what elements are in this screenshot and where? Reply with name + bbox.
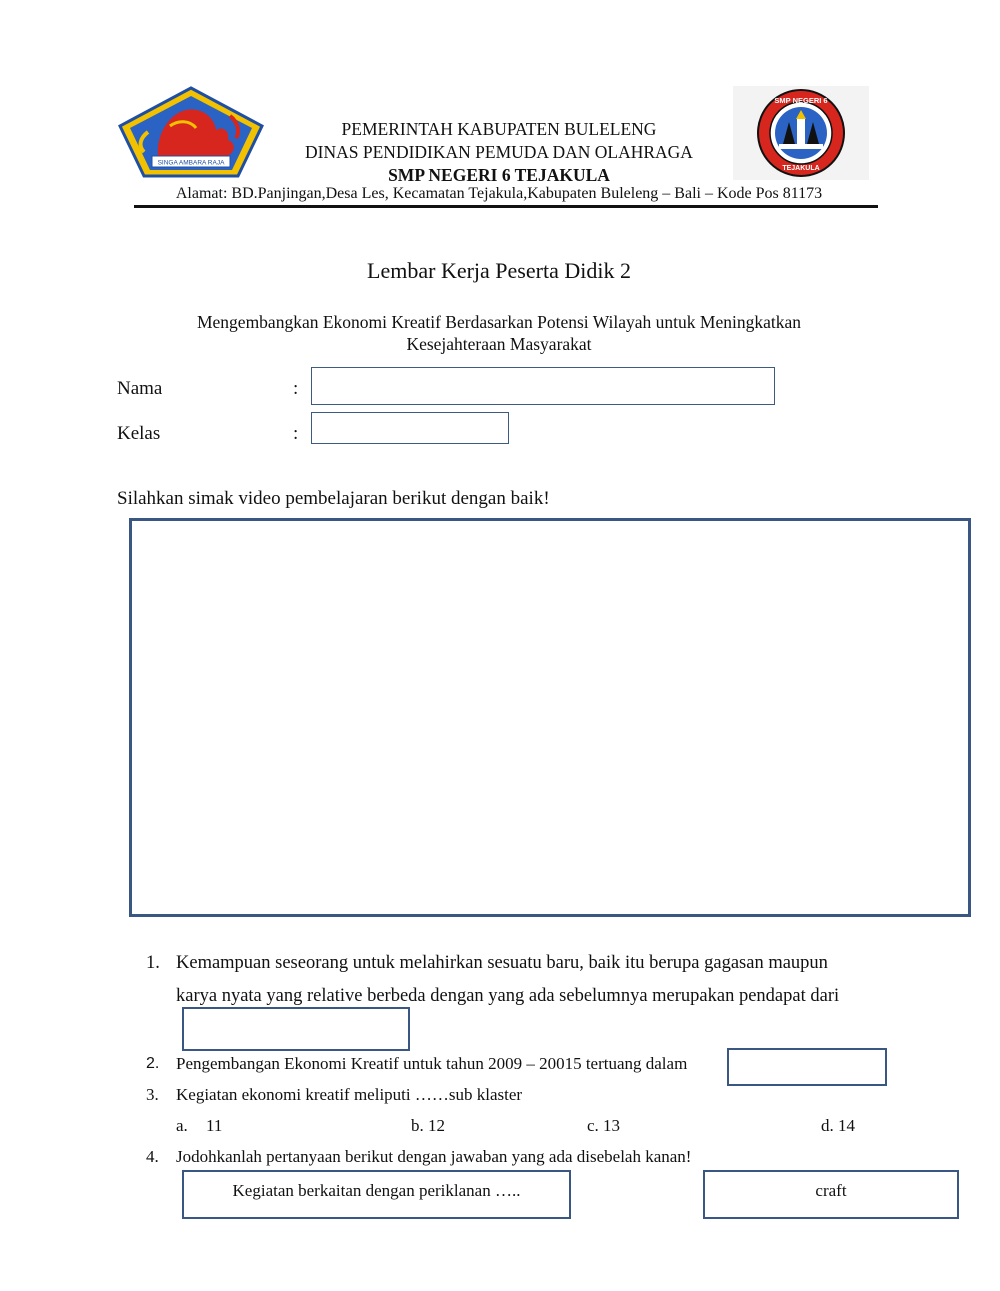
video-frame[interactable]: [129, 518, 971, 917]
q3-option-b[interactable]: b. 12: [411, 1116, 445, 1135]
kelas-label: Kelas: [117, 423, 161, 444]
q3-number: 3.: [146, 1085, 159, 1104]
q4-number: 4.: [146, 1147, 159, 1166]
q3-option-a-label: a.: [176, 1116, 188, 1135]
nama-label: Nama: [117, 378, 163, 399]
kelas-input[interactable]: [311, 412, 509, 444]
subtitle-line-1: Mengembangkan Ekonomi Kreatif Berdasarkan Potensi Wilayah untuk Meningkatkan: [196, 312, 802, 332]
header-school-name: SMP NEGERI 6 TEJAKULA: [388, 165, 610, 185]
q4-right-item[interactable]: [703, 1170, 959, 1219]
q4-right-item-text: craft: [815, 1181, 847, 1200]
nama-input[interactable]: [311, 367, 775, 405]
q1-answer-box[interactable]: [182, 1007, 410, 1051]
q1-number: 1.: [146, 953, 160, 973]
svg-text:SINGA AMBARA RAJA: SINGA AMBARA RAJA: [157, 159, 225, 167]
q3-option-c[interactable]: c. 13: [587, 1116, 621, 1135]
instruction-text: Silahkan simak video pembelajaran berikut dengan baik!: [117, 488, 550, 509]
q2-number: 2.: [146, 1055, 160, 1072]
page-title: Lembar Kerja Peserta Didik 2: [367, 258, 631, 283]
q2-answer-box[interactable]: [727, 1048, 887, 1086]
q1-text-line-1: Kemampuan seseorang untuk melahirkan sesuatu baru, baik itu berupa gagasan maupun: [176, 953, 828, 973]
header-line-1: PEMERINTAH KABUPATEN BULELENG: [341, 119, 657, 139]
q3-text: Kegiatan ekonomi kreatif meliputi ……sub klaster: [176, 1085, 523, 1104]
subtitle-line-2: Kesejahteraan Masyarakat: [406, 334, 592, 354]
kelas-colon: :: [293, 423, 299, 444]
header-line-2: DINAS PENDIDIKAN PEMUDA DAN OLAHRAGA: [305, 142, 693, 162]
nama-colon: :: [293, 378, 299, 399]
header-divider: [134, 205, 878, 208]
q3-option-d[interactable]: d. 14: [821, 1116, 855, 1135]
q4-left-item-text: Kegiatan berkaitan dengan periklanan …..: [232, 1181, 521, 1200]
q4-left-item[interactable]: [182, 1170, 571, 1219]
q1-text-line-2: karya nyata yang relative berbeda dengan yang ada sebelumnya merupakan pendapat dari: [176, 986, 840, 1006]
header-address: Alamat: BD.Panjingan,Desa Les, Kecamatan Tejakula,Kabupaten Buleleng – Bali – Kode Pos 81173: [175, 185, 823, 202]
svg-text:TEJAKULA: TEJAKULA: [782, 165, 820, 172]
q2-text: Pengembangan Ekonomi Kreatif untuk tahun 2009 – 20015 tertuang dalam: [176, 1054, 688, 1073]
q4-text: Jodohkanlah pertanyaan berikut dengan jawaban yang ada disebelah kanan!: [176, 1147, 692, 1166]
q3-option-a[interactable]: 11: [206, 1116, 223, 1135]
svg-text:SMP NEGERI 6: SMP NEGERI 6: [774, 96, 828, 105]
